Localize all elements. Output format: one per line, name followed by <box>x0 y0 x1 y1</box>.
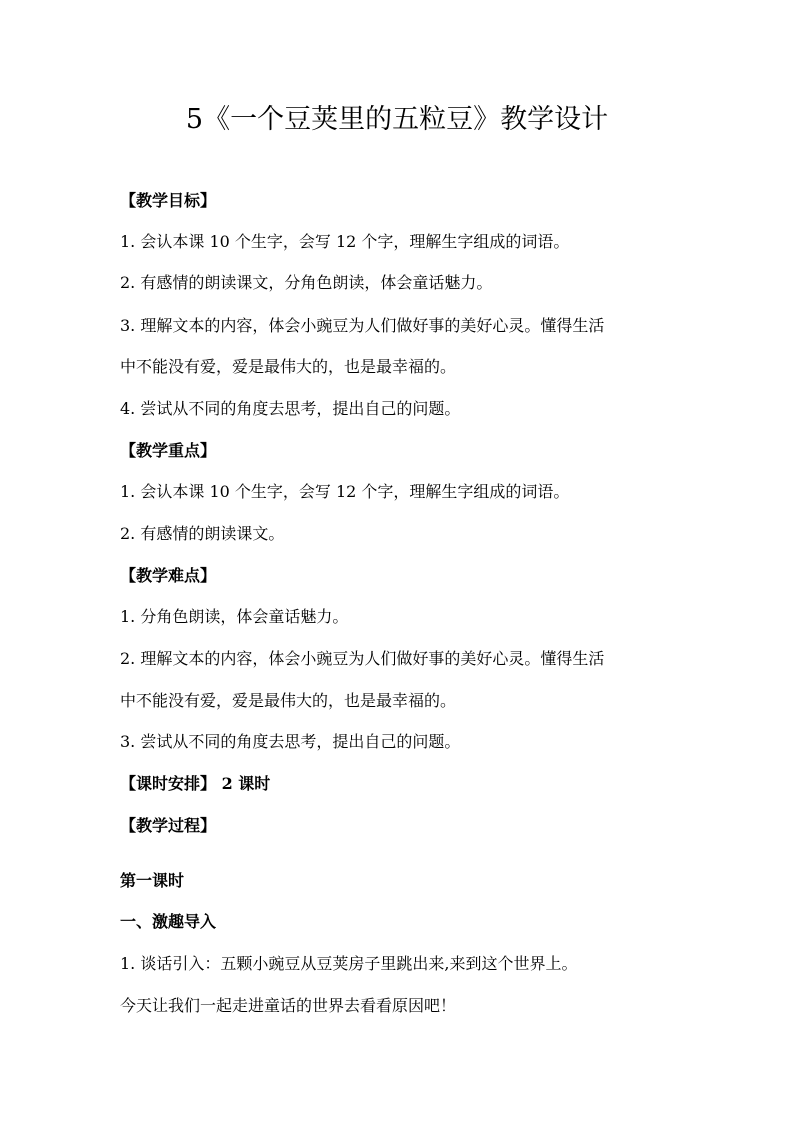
paragraph-line: 2. 有感情的朗读课文，分角色朗读，体会童话魅力。 <box>120 273 493 292</box>
paragraph-line: 中不能没有爱，爱是最伟大的，也是最幸福的。 <box>120 357 457 376</box>
paragraph-line: 3. 理解文本的内容，体会小豌豆为人们做好事的美好心灵。懂得生活 <box>120 316 605 335</box>
paragraph-line: 2. 有感情的朗读课文。 <box>120 524 285 543</box>
lesson-heading: 第一课时 <box>120 871 185 890</box>
section-heading-schedule: 【课时安排】 2 课时 <box>120 774 271 793</box>
paragraph-line: 今天让我们一起走进童话的世界去看看原因吧！ <box>120 996 457 1015</box>
paragraph-line: 2. 理解文本的内容，体会小豌豆为人们做好事的美好心灵。懂得生活 <box>120 649 605 668</box>
paragraph-line: 4. 尝试从不同的角度去思考，提出自己的问题。 <box>120 399 461 418</box>
document-title: 5《一个豆荚里的五粒豆》教学设计 <box>185 104 609 135</box>
section-heading-process: 【教学过程】 <box>120 816 217 835</box>
paragraph-line: 3. 尝试从不同的角度去思考，提出自己的问题。 <box>120 732 461 751</box>
section-heading-objectives: 【教学目标】 <box>120 191 217 210</box>
section-heading-key-points: 【教学重点】 <box>120 441 217 460</box>
section-heading-difficulties: 【教学难点】 <box>120 566 217 585</box>
paragraph-line: 1. 谈话引入：五颗小豌豆从豆荚房子里跳出来,来到这个世界上。 <box>120 954 578 973</box>
subsection-heading: 一、激趣导入 <box>120 912 217 931</box>
paragraph-line: 1. 会认本课 10 个生字，会写 12 个字，理解生字组成的词语。 <box>120 232 570 251</box>
paragraph-line: 1. 分角色朗读，体会童话魅力。 <box>120 607 349 626</box>
paragraph-line: 1. 会认本课 10 个生字，会写 12 个字，理解生字组成的词语。 <box>120 482 570 501</box>
paragraph-line: 中不能没有爱，爱是最伟大的，也是最幸福的。 <box>120 691 457 710</box>
